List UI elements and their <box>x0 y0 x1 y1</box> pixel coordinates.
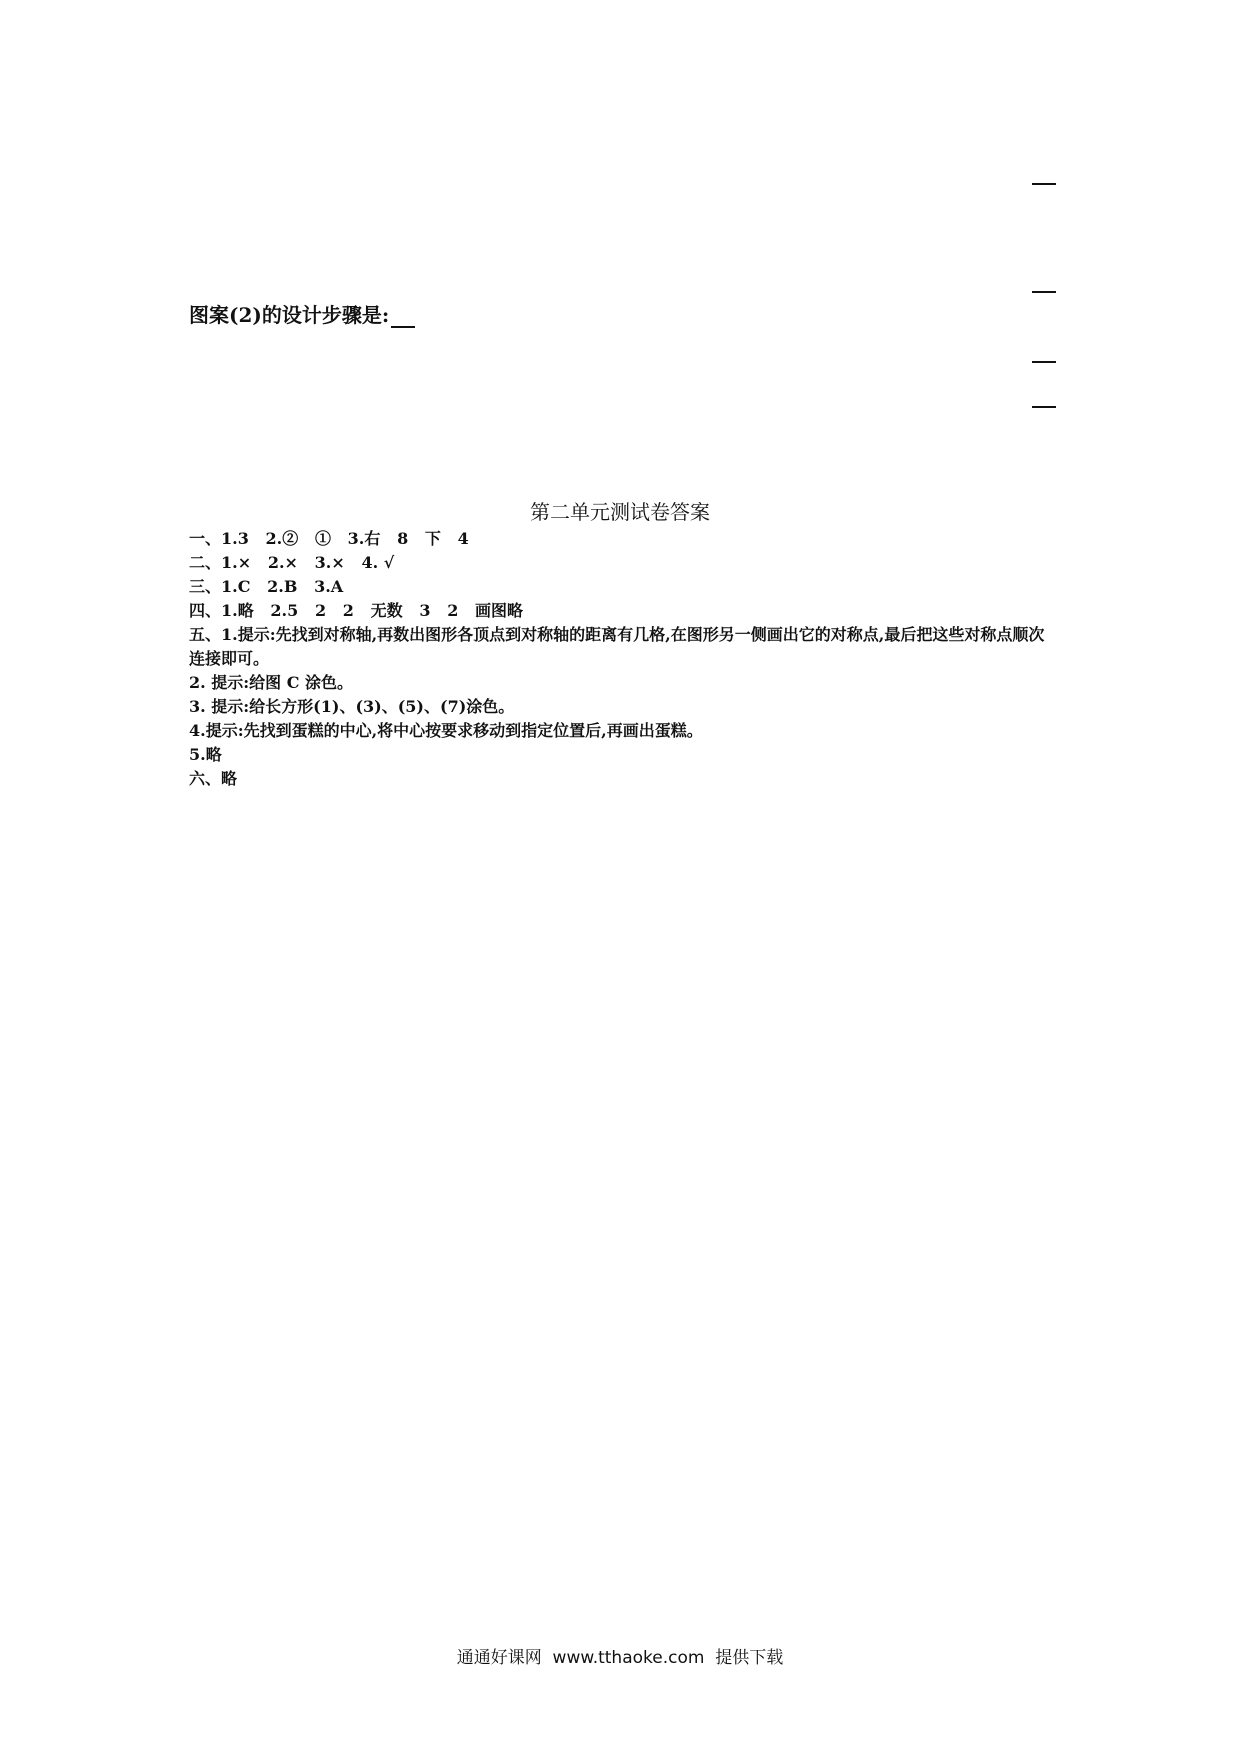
question-label: 图案(2)的设计步骤是: <box>189 303 390 327</box>
answer-line-section-5-item-3: 3. 提示:给长方形(1)、(3)、(5)、(7)涂色。 <box>189 697 515 716</box>
answer-blank <box>391 304 415 328</box>
answer-line-section-4: 四、1.略 2.5 2 2 无数 3 2 画图略 <box>189 601 524 620</box>
answer-line-section-5-item-4: 4.提示:先找到蛋糕的中心,将中心按要求移动到指定位置后,再画出蛋糕。 <box>189 721 703 740</box>
answer-line-section-5-item-1: 五、1.提示:先找到对称轴,再数出图形各顶点到对称轴的距离有几格,在图形另一侧画出它的对称点,最后把这些对称点顺次连接即可。 <box>189 625 1045 668</box>
answer-line-section-2: 二、1.× 2.× 3.× 4. √ <box>189 553 395 572</box>
answer-blank-line <box>1032 291 1056 293</box>
answer-line-section-3: 三、1.C 2.B 3.A <box>189 577 344 596</box>
answer-blank-line <box>1032 406 1056 408</box>
answer-line-section-5-item-2: 2. 提示:给图 C 涂色。 <box>189 673 354 692</box>
answer-line-section-6: 六、略 <box>189 769 238 788</box>
answer-blank-line <box>1032 183 1056 185</box>
answer-blank-line <box>1032 361 1056 363</box>
answer-key-list <box>189 527 1059 791</box>
answer-line-section-5-item-5: 5.略 <box>189 745 222 764</box>
footer-source-text: 通通好课网 www.tthaoke.com 提供下载 <box>456 1648 784 1668</box>
answer-key-title: 第二单元测试卷答案 <box>530 500 710 524</box>
question-pattern-2 <box>189 299 415 328</box>
answer-line-section-1: 一、1.3 2.② ① 3.右 8 下 4 <box>189 529 469 548</box>
